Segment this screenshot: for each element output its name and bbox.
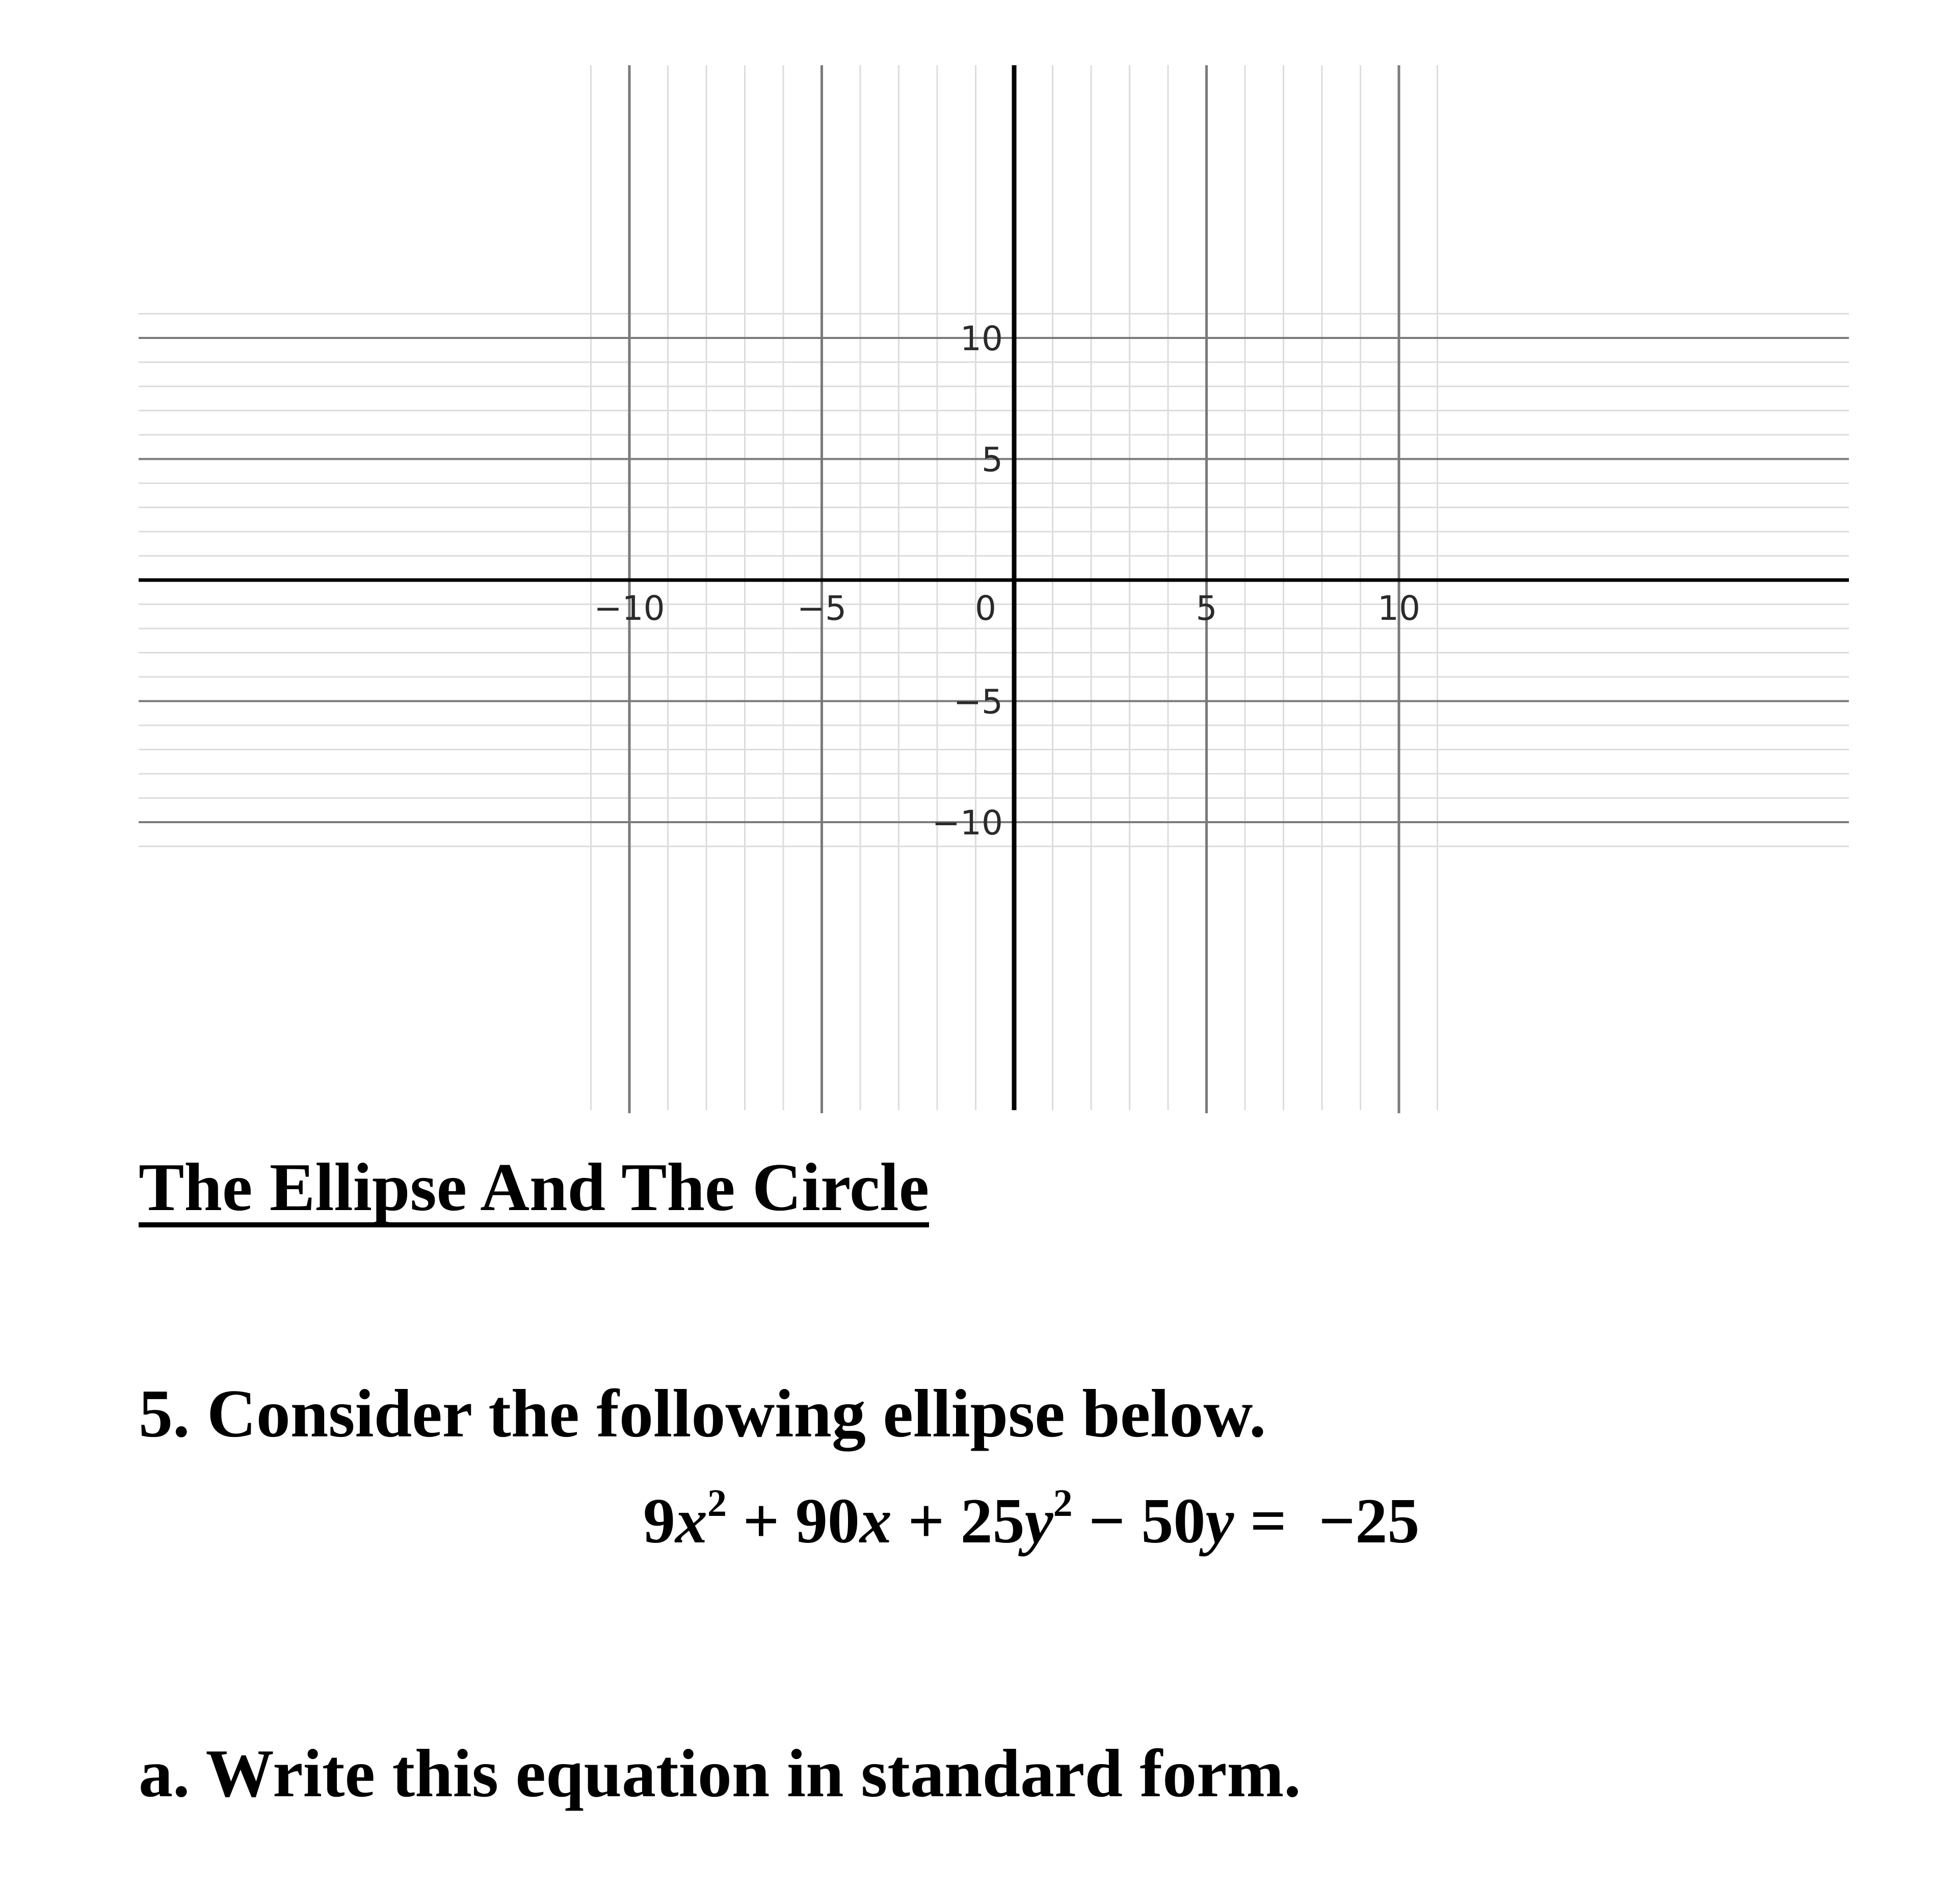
axes [139, 65, 1849, 1110]
eq-op-2: + [908, 1486, 945, 1557]
eq-op-3: − [1089, 1486, 1125, 1557]
question-text: Consider the following ellipse below. [207, 1376, 1266, 1451]
y-tick-label: −10 [932, 803, 1003, 843]
eq-op-1: + [743, 1486, 780, 1557]
eq-equals: = [1250, 1486, 1287, 1557]
eq-coef-1: 9 [643, 1486, 675, 1557]
part-a [139, 1736, 1301, 1811]
section-title [139, 1149, 930, 1227]
x-tick-label: 10 [1378, 589, 1420, 628]
ellipse-equation [643, 1482, 1420, 1557]
part-a-label: a. [139, 1736, 190, 1811]
y-tick-label: 10 [960, 319, 1003, 358]
eq-coef-4: 50 [1141, 1486, 1206, 1557]
question-5 [139, 1376, 1266, 1451]
eq-var-1: x [675, 1486, 707, 1557]
eq-exp-3: 2 [1053, 1482, 1073, 1525]
x-tick-label: 5 [1196, 589, 1217, 628]
question-number: 5. [139, 1376, 190, 1451]
eq-coef-3: 25 [960, 1486, 1025, 1557]
eq-var-4: y [1205, 1486, 1234, 1557]
section-title-text: The Ellipse And The Circle [139, 1153, 929, 1227]
y-tick-label: −5 [953, 682, 1003, 722]
x-tick-label: 0 [975, 589, 996, 628]
x-tick-labels [594, 589, 1420, 628]
y-tick-label: 5 [982, 440, 1003, 480]
eq-rhs: −25 [1318, 1486, 1420, 1557]
eq-coef-2: 90 [795, 1486, 860, 1557]
eq-exp-1: 2 [707, 1482, 727, 1525]
eq-var-2: x [859, 1486, 892, 1557]
x-tick-label: −5 [797, 589, 847, 628]
eq-var-3: y [1024, 1486, 1053, 1557]
x-tick-label: −10 [594, 589, 665, 628]
part-a-text: Write this equation in standard form. [205, 1736, 1301, 1811]
minor-grid-lines [139, 65, 1849, 1110]
